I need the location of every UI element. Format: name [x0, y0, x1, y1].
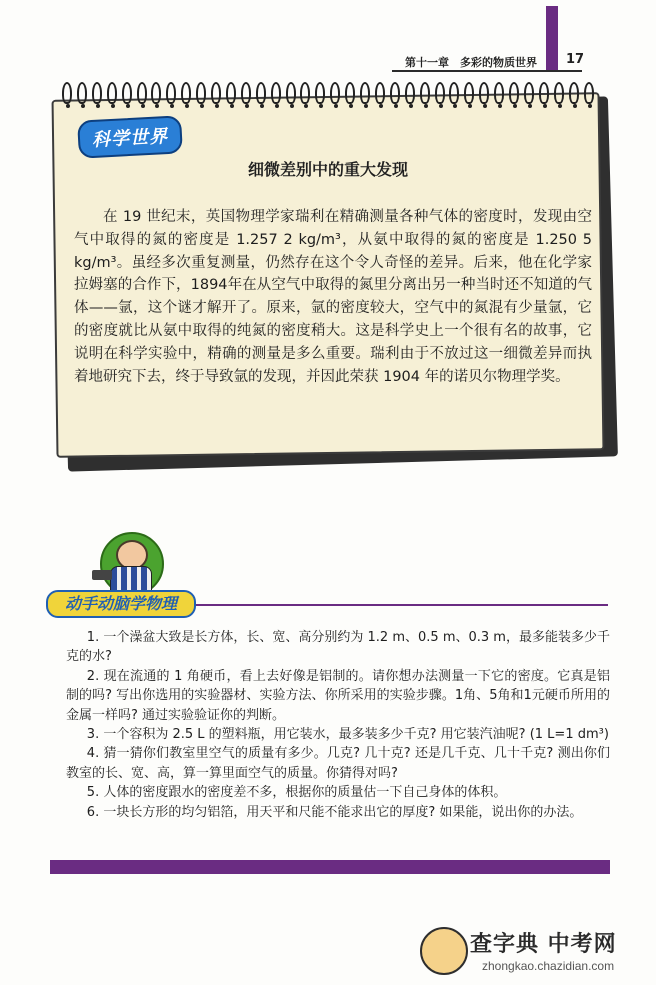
spiral-ring-icon — [330, 82, 340, 104]
spiral-ring-icon — [226, 82, 236, 104]
spiral-ring-icon — [271, 82, 281, 104]
watermark-url: zhongkao.chazidian.com — [482, 959, 615, 973]
spiral-ring-icon — [256, 82, 266, 104]
exercise-list — [66, 628, 610, 822]
spiral-ring-icon — [524, 82, 534, 104]
exercise-item: 3. 一个容积为 2.5 L 的塑料瓶，用它装水，最多装多少千克? 用它装汽油呢? (1 L=1 dm³) — [86, 727, 609, 743]
spiral-ring-icon — [390, 82, 400, 104]
article-title: 细微差别中的重大发现 — [247, 160, 408, 179]
science-world-badge: 科学世界 — [77, 115, 183, 158]
spiral-ring-icon — [509, 82, 519, 104]
article-body — [74, 206, 592, 388]
spiral-ring-icon — [360, 82, 370, 104]
exercise-item: 6. 一块长方形的均匀铝箔，用天平和尺能不能求出它的厚度? 如果能，说出你的办法。 — [86, 804, 583, 820]
watermark-title: 查字典 中考网 — [470, 932, 617, 957]
header-rule — [392, 70, 582, 72]
mascot-icon — [420, 927, 468, 975]
spiral-ring-icon — [435, 82, 445, 104]
exercise-item: 4. 猜一猜你们教室里空气的质量有多少。几克? 几十克? 还是几千克、几十千克? 测出你们教室的长、宽、高，算一算里面空气的质量。你猜得对吗? — [66, 746, 610, 781]
hands-on-banner: 动手动脑学物理 — [46, 590, 196, 618]
notepad-spiral-rings — [62, 82, 602, 110]
spiral-ring-icon — [300, 82, 310, 104]
spiral-ring-icon — [554, 82, 564, 104]
spiral-ring-icon — [211, 82, 221, 104]
spiral-ring-icon — [77, 82, 87, 104]
spiral-ring-icon — [241, 82, 251, 104]
spiral-ring-icon — [62, 82, 72, 104]
spiral-ring-icon — [464, 82, 474, 104]
footer-bar — [50, 860, 610, 874]
spiral-ring-icon — [166, 82, 176, 104]
site-watermark[interactable] — [418, 923, 643, 979]
spiral-ring-icon — [569, 82, 579, 104]
spiral-ring-icon — [92, 82, 102, 104]
exercise-item: 2. 现在流通的 1 角硬币，看上去好像是铝制的。请你想办法测量一下它的密度。它真是铝制的吗? 写出你选用的实验器材、实验方法、你所采用的实验步骤。1角、5角和1元硬币所用的金属一样吗? 通过实验验证你的判断。 — [66, 668, 610, 723]
spiral-ring-icon — [196, 82, 206, 104]
section-rule — [196, 604, 608, 606]
chapter-title: 第十一章 多彩的物质世界 — [405, 56, 537, 69]
spiral-ring-icon — [315, 82, 325, 104]
exercise-item: 5. 人体的密度跟水的密度差不多，根据你的质量估一下自己身体的体积。 — [86, 785, 507, 801]
spiral-ring-icon — [375, 82, 385, 104]
page-number: 17 — [566, 52, 585, 67]
spiral-ring-icon — [584, 82, 594, 104]
spiral-ring-icon — [107, 82, 117, 104]
spiral-ring-icon — [420, 82, 430, 104]
header-color-bar — [546, 6, 558, 72]
exercise-item: 1. 一个澡盆大致是长方体，长、宽、高分别约为 1.2 m、0.5 m、0.3 m，最多能装多少千克的水? — [66, 630, 610, 665]
microscope-icon — [92, 570, 112, 580]
spiral-ring-icon — [122, 82, 132, 104]
spiral-ring-icon — [345, 82, 355, 104]
spiral-ring-icon — [405, 82, 415, 104]
spiral-ring-icon — [539, 82, 549, 104]
spiral-ring-icon — [151, 82, 161, 104]
spiral-ring-icon — [137, 82, 147, 104]
article-paragraph: 在 19 世纪末，英国物理学家瑞利在精确测量各种气体的密度时，发现由空气中取得的氮的密度是 1.257 2 kg/m³，从氨中取得的氮的密度是 1.250 5 kg/m³。虽经多次重复测量，仍然存在这个令人奇怪的差异。后来，他在化学家拉姆塞的合作下，1894年在从空气中取得的氮里分离出另一种当时还不知道的气体——氩，这个谜才解开了。原来，氩的密度较大，空气中的氮混有少量氩，它的密度就比从氨中取得的纯氮的密度稍大。这是科学史上一个很有名的故事，它说明在科学实验中，精确的测量是多么重要。瑞利由于不放过这一细微差异而执着地研究下去，终于导致氩的发现，并因此荣获 1904 年的诺贝尔物理学奖。 — [74, 209, 592, 385]
spiral-ring-icon — [286, 82, 296, 104]
spiral-ring-icon — [494, 82, 504, 104]
spiral-ring-icon — [479, 82, 489, 104]
spiral-ring-icon — [181, 82, 191, 104]
spiral-ring-icon — [449, 82, 459, 104]
